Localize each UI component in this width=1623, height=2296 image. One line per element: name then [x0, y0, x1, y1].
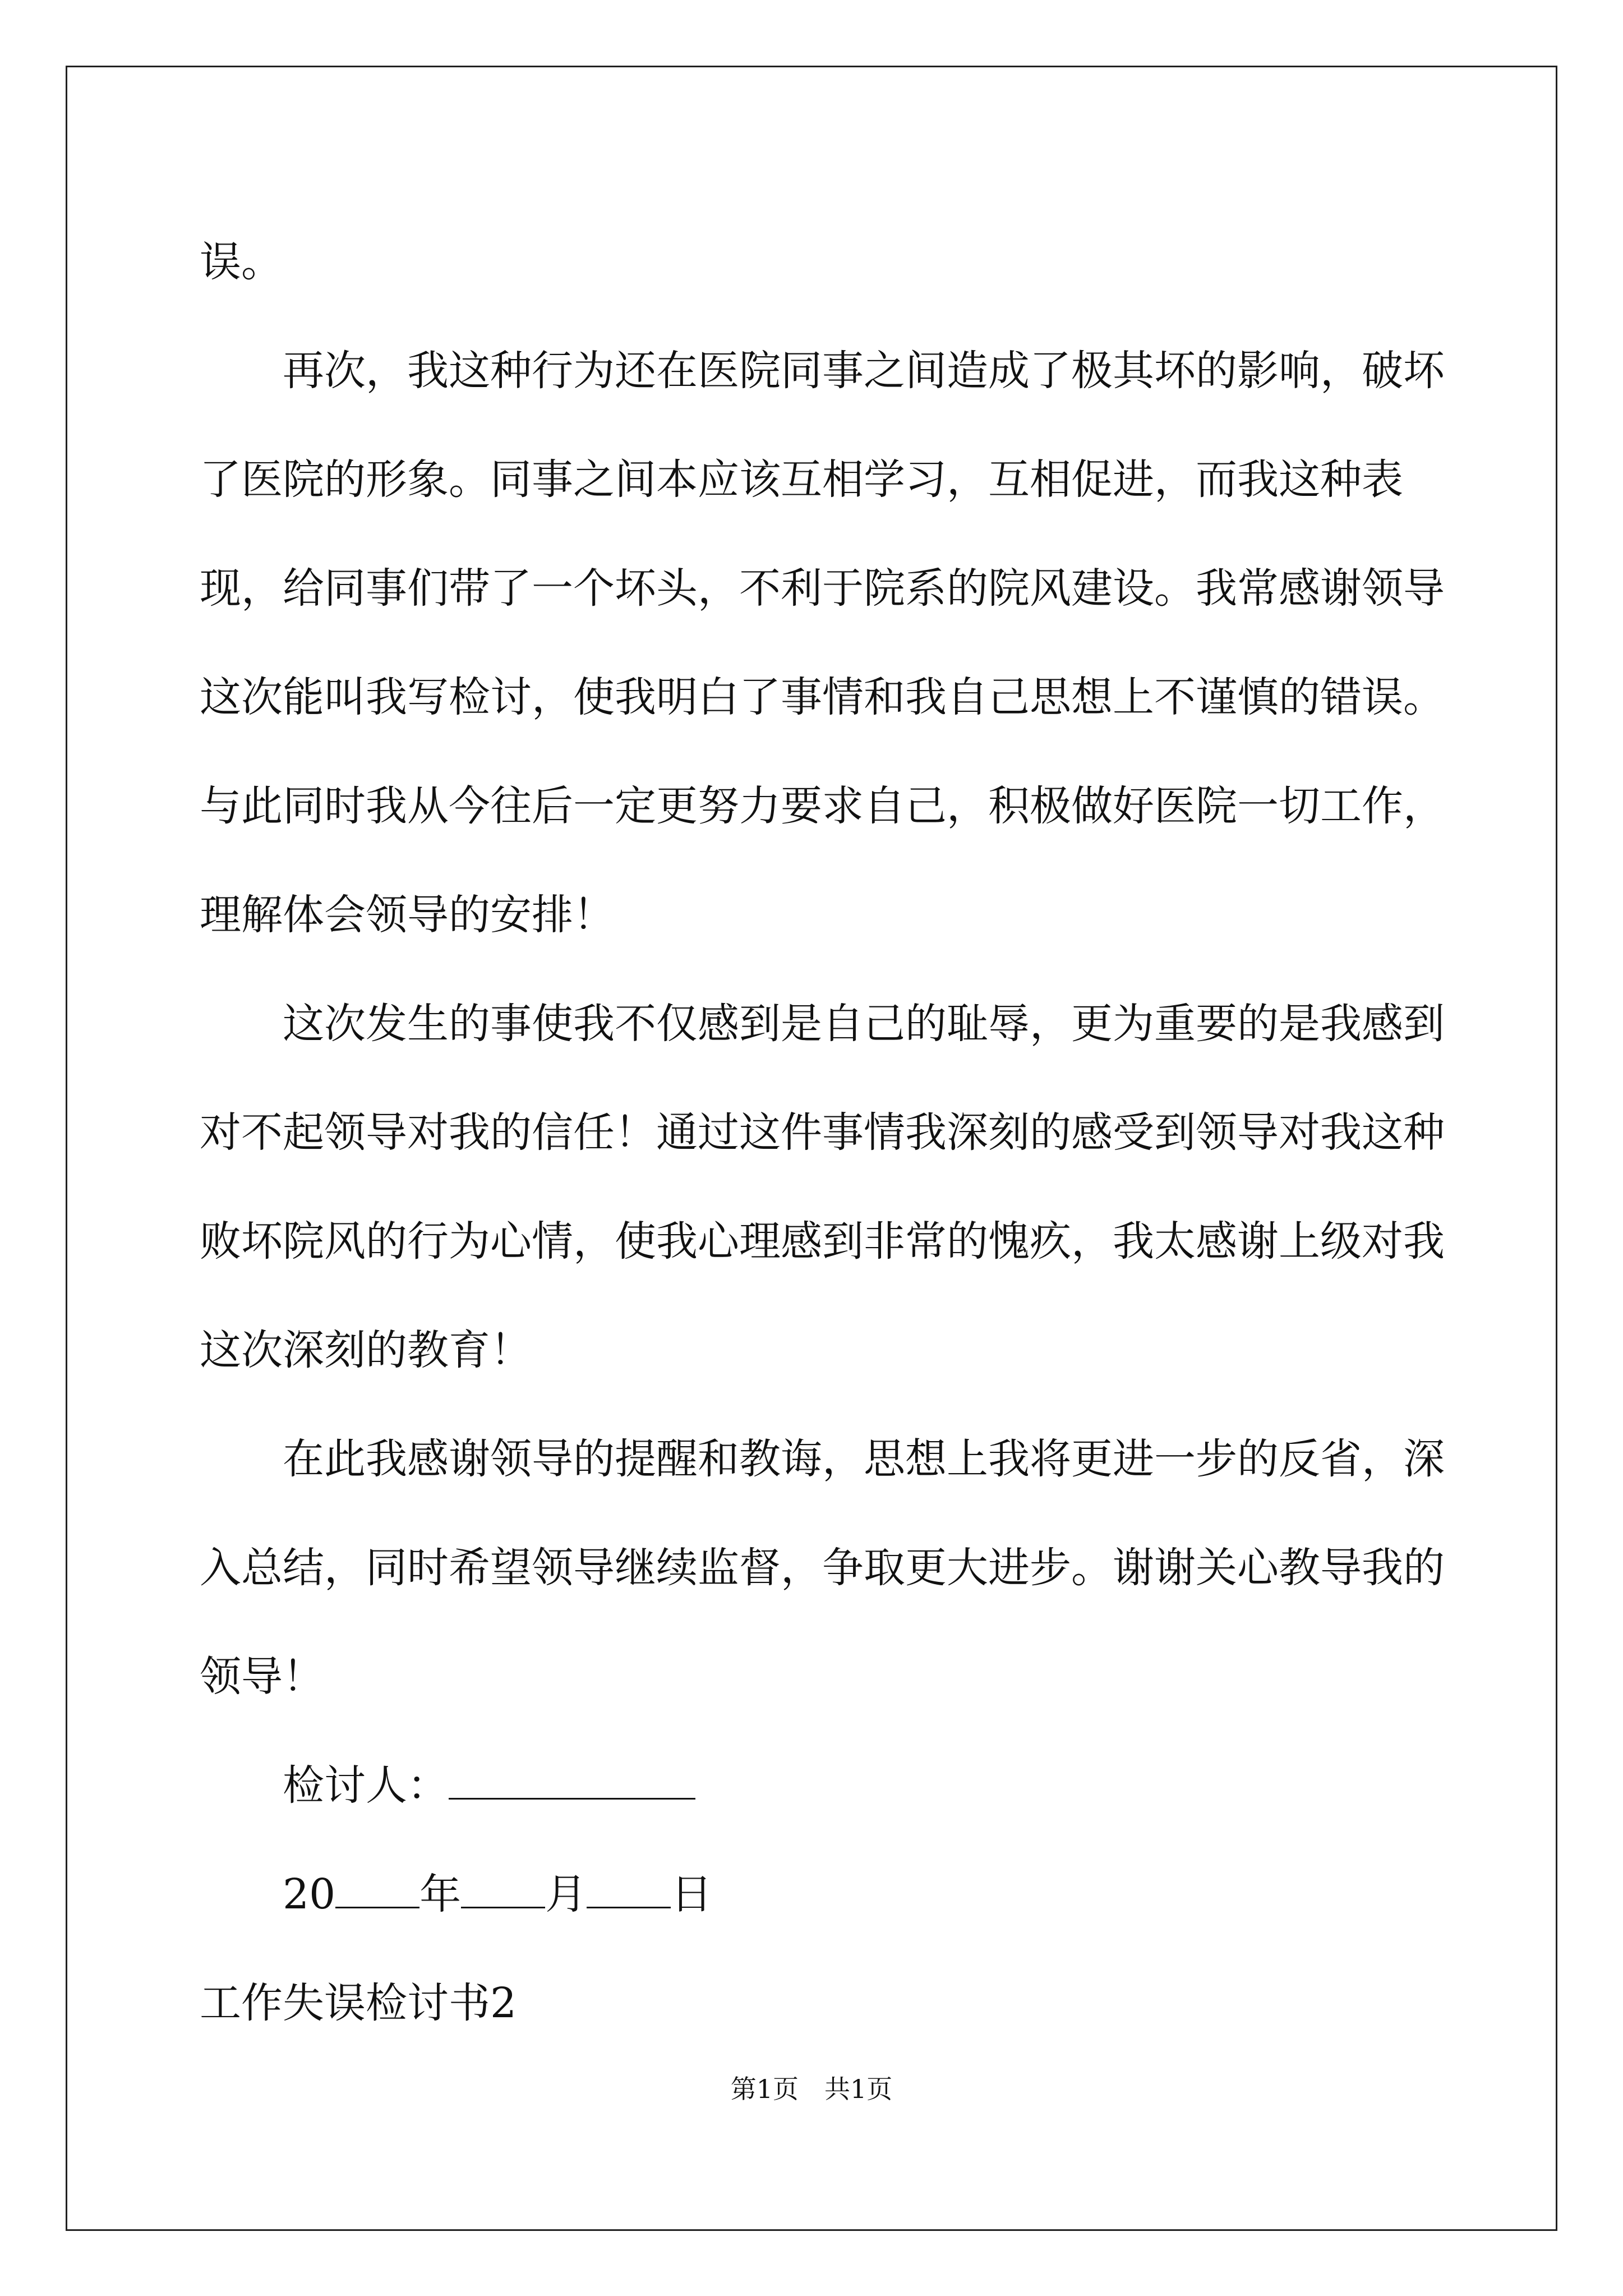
paragraph-continuation: 误。: [200, 238, 283, 286]
date-month-label: 月: [545, 1870, 587, 1918]
signature-blank: [449, 1759, 695, 1800]
month-blank: [461, 1867, 545, 1908]
date-day-label: 日: [671, 1870, 713, 1918]
signature-label: 检讨人：: [283, 1761, 449, 1810]
next-section-heading: 工作失误检讨书2: [200, 1979, 517, 2027]
year-blank: [335, 1867, 419, 1908]
day-blank: [587, 1867, 671, 1908]
signature-row: [200, 1731, 1473, 1840]
date-year-label: 年: [419, 1870, 462, 1918]
paragraph-impact: 再次，我这种行为还在医院同事之间造成了极其坏的影响，破坏了医院的形象。同事之间本应该互相学习，互相促进，而我这种表现，给同事们带了一个坏头，不利于院系的院风建设。我常感谢领导这次能叫我写检讨，使我明白了事情和我自己思想上不谨慎的错误。与此同时我从今往后一定更努力要求自己，积极做好医院一切工作，理解体会领导的安排！: [200, 347, 1445, 939]
document-body: [200, 208, 1473, 2058]
paragraph-shame: 这次发生的事使我不仅感到是自己的耻辱，更为重要的是我感到对不起领导对我的信任！通过这件事情我深刻的感受到领导对我这种败坏院风的行为心情，使我心理感到非常的愧疚，我太感谢上级对我这次深刻的教育！: [200, 1000, 1445, 1374]
paragraph-thanks: 在此我感谢领导的提醒和教诲，思想上我将更进一步的反省，深入总结，同时希望领导继续监督，争取更大进步。谢谢关心教导我的领导！: [200, 1435, 1445, 1701]
page-footer: 第1页 共1页: [730, 2074, 893, 2104]
date-row: [200, 1840, 1473, 1949]
date-prefix: 20: [283, 1870, 336, 1918]
